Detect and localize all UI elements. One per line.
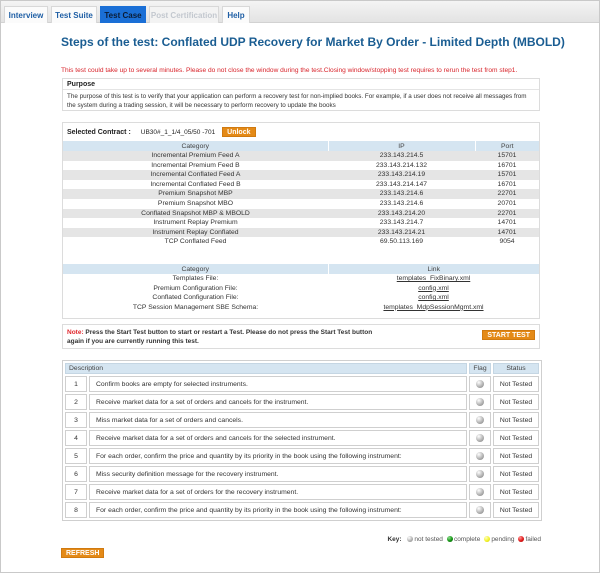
feed-row — [63, 209, 539, 219]
feed-port: 22701 — [475, 189, 539, 199]
key-item-label: complete — [453, 536, 481, 543]
feed-category: Premium Snapshot MBO — [157, 199, 234, 207]
feed-row — [63, 161, 539, 171]
step-description: Miss security definition message for the recovery instrument. — [89, 466, 467, 482]
key-label: Key: — [387, 536, 402, 543]
feed-port: 14701 — [475, 228, 539, 238]
feed-row — [63, 151, 539, 161]
feed-category: Incremental Premium Feed A — [63, 151, 328, 161]
file-row — [63, 274, 539, 284]
step-status: Not Tested — [493, 466, 539, 482]
step-number: 5 — [65, 448, 87, 464]
step-row — [65, 466, 539, 482]
files-header-row — [63, 264, 539, 274]
feed-port: 16701 — [497, 161, 517, 169]
file-link-cell — [328, 293, 539, 303]
feed-row — [63, 228, 539, 238]
feed-category: Incremental Conflated Feed A — [63, 170, 328, 180]
file-category: TCP Session Management SBE Schema: — [132, 303, 259, 311]
feed-ip: 233.143.214.5 — [328, 151, 475, 161]
step-description: For each order, confirm the price and quantity by its priority in the book using the following instrument: — [89, 448, 467, 464]
step-description: Receive market data for a set of orders and cancels for the instrument. — [89, 394, 467, 410]
status-flag-icon — [476, 488, 484, 496]
note-panel — [62, 324, 540, 349]
step-row — [65, 430, 539, 446]
step-flag — [469, 430, 491, 446]
feed-category: Instrument Replay Conflated — [63, 228, 328, 238]
step-row — [65, 394, 539, 410]
status-flag-icon — [476, 398, 484, 406]
feed-category: Incremental Premium Feed B — [151, 161, 240, 169]
files-header-link: Link — [328, 264, 539, 274]
file-category: Templates File: — [172, 275, 219, 282]
feeds-header-port: Port — [475, 141, 539, 151]
step-row — [65, 376, 539, 392]
selected-contract-label: Selected Contract : — [67, 129, 131, 136]
file-category: Premium Configuration File: — [153, 284, 238, 292]
feed-category: Conflated Snapshot MBP & MBOLD — [63, 209, 328, 219]
key-item-label: not tested — [414, 536, 443, 543]
status-flag-icon — [476, 452, 484, 460]
steps-header-row — [65, 363, 539, 374]
step-flag — [469, 466, 491, 482]
warning-message: This test could take up to several minutes. Please do not close the window during the test.Closing window/stopping test requires to rerun the test from step1. — [61, 67, 518, 74]
feed-ip: 233.143.214.6 — [379, 199, 424, 207]
step-flag — [469, 502, 491, 518]
feed-ip: 233.143.214.20 — [328, 209, 475, 219]
step-row — [65, 484, 539, 500]
feed-row — [63, 170, 539, 180]
step-row — [65, 502, 539, 518]
feed-row — [63, 180, 539, 190]
steps-header-status: Status — [493, 363, 539, 374]
status-flag-icon — [476, 380, 484, 388]
step-row — [65, 448, 539, 464]
step-number: 2 — [65, 394, 87, 410]
files-header-category: Category — [63, 264, 328, 274]
feed-category: Incremental Conflated Feed B — [150, 180, 241, 188]
tab-post-certification: Post Certification — [149, 6, 219, 23]
feed-row — [63, 189, 539, 199]
step-status: Not Tested — [493, 484, 539, 500]
feed-ip: 69.50.113.169 — [380, 238, 423, 246]
file-row — [63, 303, 539, 313]
step-status: Not Tested — [493, 502, 539, 518]
step-status: Not Tested — [493, 376, 539, 392]
step-number: 8 — [65, 502, 87, 518]
feed-port: 15701 — [475, 170, 539, 180]
key-yellow-dot-icon — [484, 536, 490, 542]
note-line-2: again if you are currently running this test. — [67, 337, 199, 345]
file-link[interactable]: config.xml — [418, 284, 449, 292]
step-description: For each order, confirm the price and quantity by its priority in the book using the following instrument: — [89, 502, 467, 518]
unlock-button[interactable]: Unlock — [222, 127, 255, 137]
note-prefix: Note: — [67, 329, 84, 336]
steps-table — [63, 361, 541, 520]
feed-ip: 233.143.214.19 — [328, 170, 475, 180]
selected-contract-value: UB30#_1_1/4_05/50 -701 — [140, 129, 216, 136]
selected-contract-row — [67, 127, 256, 137]
feed-port: 15701 — [475, 151, 539, 161]
feed-category: Instrument Replay Premium — [153, 219, 238, 227]
step-status: Not Tested — [493, 448, 539, 464]
step-status: Not Tested — [493, 394, 539, 410]
note-text — [67, 329, 372, 346]
file-link-cell — [328, 303, 539, 313]
feed-ip: 233.143.214.6 — [328, 189, 475, 199]
status-flag-icon — [476, 434, 484, 442]
feed-ip: 233.143.214.21 — [328, 228, 475, 238]
step-description: Miss market data for a set of orders and cancels. — [89, 412, 467, 428]
step-flag — [469, 394, 491, 410]
file-link-cell — [328, 284, 539, 294]
status-flag-icon — [476, 416, 484, 424]
file-row — [63, 284, 539, 294]
tab-help[interactable]: Help — [222, 6, 250, 23]
tab-bar — [1, 1, 599, 23]
step-number: 1 — [65, 376, 87, 392]
purpose-panel — [62, 78, 540, 111]
contract-panel — [62, 122, 540, 319]
start-test-button[interactable]: START TEST — [482, 330, 535, 340]
feed-ip: 233.143.214.7 — [379, 219, 424, 227]
step-description: Receive market data for a set of orders and cancels for the selected instrument. — [89, 430, 467, 446]
steps-header-flag: Flag — [469, 363, 491, 374]
file-link-cell — [328, 274, 539, 284]
step-description: Confirm books are empty for selected instruments. — [89, 376, 467, 392]
feed-category: Premium Snapshot MBP — [63, 189, 328, 199]
steps-header-description: Description — [65, 363, 467, 374]
feeds-header-category: Category — [63, 141, 328, 151]
tab-test-suite[interactable]: Test Suite — [51, 6, 97, 23]
files-table — [63, 264, 539, 312]
feed-port: 9054 — [499, 238, 515, 246]
step-flag — [469, 376, 491, 392]
key-item-label: failed — [525, 536, 541, 543]
feed-category: TCP Conflated Feed — [164, 238, 227, 246]
page-title: Steps of the test: Conflated UDP Recovery for Market By Order - Limited Depth (MBOLD) — [61, 35, 565, 49]
purpose-heading: Purpose — [63, 79, 539, 90]
feed-port: 14701 — [497, 219, 517, 227]
key-grey-dot-icon — [407, 536, 413, 542]
file-row — [63, 293, 539, 303]
feeds-table — [63, 141, 539, 247]
step-flag — [469, 448, 491, 464]
status-key-legend — [387, 536, 541, 543]
feed-row — [63, 237, 539, 247]
key-item-label: pending — [491, 536, 515, 543]
step-number: 4 — [65, 430, 87, 446]
tab-test-case[interactable]: Test Case — [100, 6, 146, 23]
step-row — [65, 412, 539, 428]
step-status: Not Tested — [493, 430, 539, 446]
file-link[interactable]: config.xml — [418, 294, 449, 302]
step-flag — [469, 484, 491, 500]
key-red-dot-icon — [518, 536, 524, 542]
step-number: 6 — [65, 466, 87, 482]
feed-row — [63, 199, 539, 209]
step-number: 7 — [65, 484, 87, 500]
feed-port: 20701 — [497, 199, 517, 207]
tab-interview[interactable]: Interview — [4, 6, 48, 23]
feed-ip: 233.143.214.132 — [375, 161, 428, 169]
step-description: Receive market data for a set of orders for the recovery instrument. — [89, 484, 467, 500]
key-green-dot-icon — [447, 536, 453, 542]
file-link[interactable]: templates_MdpSessionMgmt.xml — [383, 303, 484, 311]
status-flag-icon — [476, 470, 484, 478]
file-category: Conflated Configuration File: — [152, 294, 239, 302]
feeds-header-ip: IP — [328, 141, 475, 151]
note-line-1: Press the Start Test button to start or restart a Test. Please do not press the Start Test button — [83, 329, 373, 336]
refresh-button[interactable]: REFRESH — [61, 548, 104, 558]
purpose-text: The purpose of this test is to verify that your application can perform a recovery test for non-implied books. For example, if a user does not receive all messages from the system during a trading session, it will be necessary to perform recovery to update the books — [67, 93, 527, 109]
step-number: 3 — [65, 412, 87, 428]
feed-port: 16701 — [497, 180, 517, 188]
feed-row — [63, 218, 539, 228]
feed-ip: 233.143.214.147 — [375, 180, 428, 188]
status-flag-icon — [476, 506, 484, 514]
step-status: Not Tested — [493, 412, 539, 428]
feed-port: 22701 — [475, 209, 539, 219]
feeds-header-row — [63, 141, 539, 151]
file-link[interactable]: templates_FixBinary.xml — [396, 275, 471, 282]
step-flag — [469, 412, 491, 428]
steps-panel — [62, 360, 542, 521]
